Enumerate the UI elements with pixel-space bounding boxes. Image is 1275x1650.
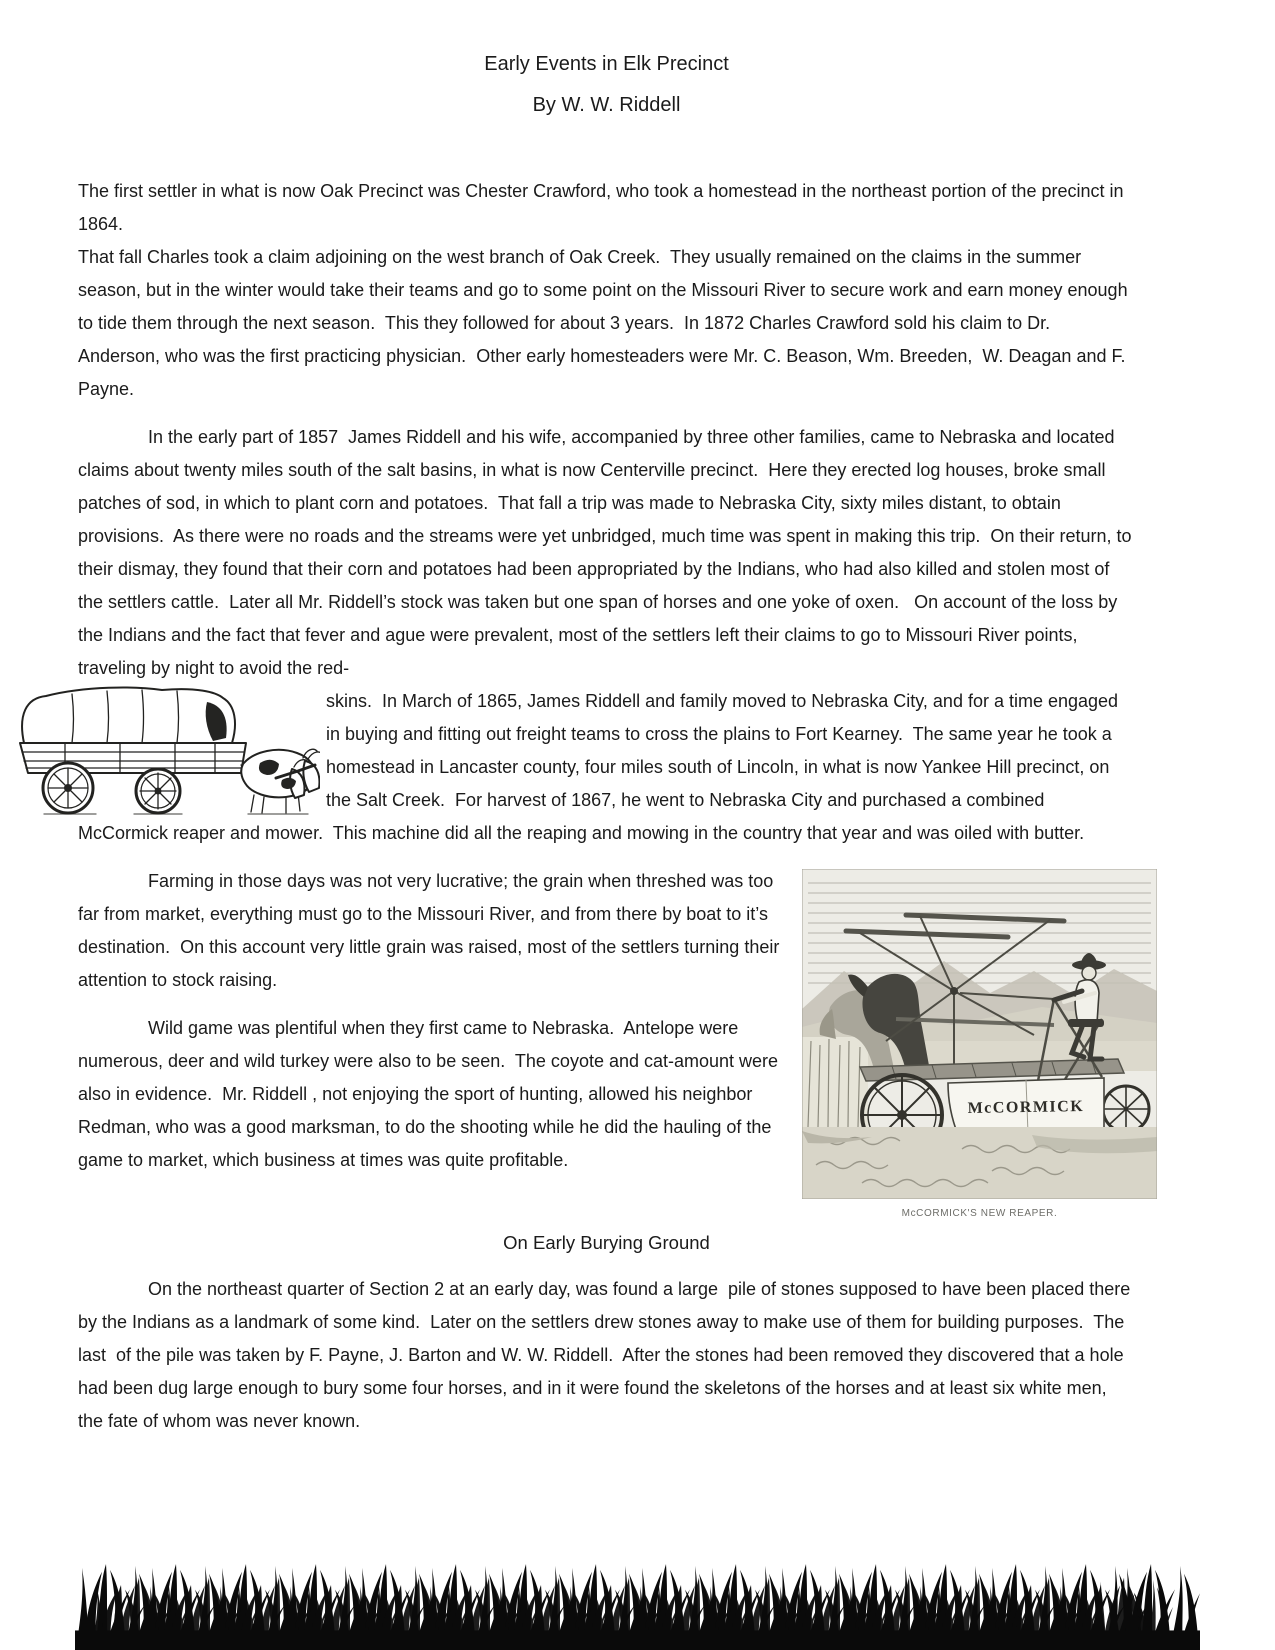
section-heading-burying-ground: On Early Burying Ground [503, 1232, 710, 1253]
page-title: Early Events in Elk Precinct [484, 53, 729, 75]
covered-wagon-icon [10, 685, 320, 815]
grass-border-decoration [75, 1562, 1200, 1650]
spacer [78, 850, 1135, 865]
paragraph-burying-ground: On the northeast quarter of Section 2 at an early day, was found a large pile of stones supposed to have been placed there by the Indians as a landmark of some kind. Later on the settlers drew stones away to make use of them for building purposes. The last of the pile was taken by F. Payne, J. Barton and W. W. Riddell. After the stones had been removed they discovered that a hole had been dug large enough to bury some four horses, and in it were found the skeletons of the horses and at least six white men, the fate of whom was never known. [78, 1279, 1136, 1431]
paragraph-wild-game: Wild game was plentiful when they first came to Nebraska. Antelope were numerous, deer and wild turkey were also to be seen. The coyote and cat-amount were also in evidence. Mr. Riddell , not enjoying the sport of hunting, allowed his neighbor Redman, who was a good marksman, to do the shooting while he did the hauling of the game to market, which business at times was quite profitable. [78, 1018, 784, 1170]
paragraph-riddell-1857: In the early part of 1857 James Riddell and his wife, accompanied by three other families, came to Nebraska and located claims about twenty miles south of the salt basins, in what is now Centerville precinct. Here they erected log houses, broke small patches of sod, in which to plant corn and potatoes. That fall a trip was made to Nebraska City, sixty miles distant, to obtain provisions. As there were no roads and the streams were yet unbridged, much time was spent in making this trip. On their return, to their dismay, they found that their corn and potatoes had been appropriated by the Indians, who had also killed and stolen most of the settlers cattle. Later all Mr. Riddell’s stock was taken but one span of horses and one yoke of oxen. On account of the loss by the Indians and the fact that fever and ague were prevalent, most of the settlers left their claims to go to Missouri River points, traveling by night to avoid the red- [78, 427, 1137, 678]
grass-icon [75, 1562, 1200, 1650]
paragraph-farming: Farming in those days was not very lucrative; the grain when threshed was too far from market, everything must go to the Missouri River, and from there by boat to it’s destination. On this account very little grain was raised, most of the settlers turning their attention to stock raising. [78, 871, 785, 990]
reaper-caption: McCORMICK'S NEW REAPER. [901, 1208, 1058, 1219]
covered-wagon-illustration [10, 685, 320, 815]
reaper-flow-block [78, 865, 1135, 1219]
reaper-panel-label: McCORMICK [967, 1097, 1085, 1118]
paragraph-first-settler: The first settler in what is now Oak Precinct was Chester Crawford, who took a homestead in the northeast portion of the precinct in 1864. [78, 181, 1129, 234]
document-content [78, 52, 1135, 1453]
body-text [78, 175, 1135, 1438]
byline: By W. W. Riddell [532, 94, 681, 116]
reaper-illustration-icon [802, 869, 1157, 1199]
paragraph-riddell-1865: skins. In March of 1865, James Riddell and family moved to Nebraska City, and for a time engaged in buying and fitting out freight teams to cross the plains to Fort Kearney. The same year he took a homestead in Lancaster county, four miles south of Lincoln, in what is now Yankee Hill precinct, on the Salt Creek. For harvest of 1867, he went to Nebraska City and purchased a combined McCormick reaper and mower. This machine did all the reaping and mowing in the country that year and was oiled with butter. [78, 691, 1124, 843]
paragraph-charles-claim: That fall Charles took a claim adjoining on the west branch of Oak Creek. They usually remained on the claims in the summer season, but in the winter would take their teams and go to some point on the Missouri River to secure work and earn money enough to tide them through the next season. This they followed for about 3 years. In 1872 Charles Crawford sold his claim to Dr. Anderson, who was the first practicing physician. Other early homesteaders were Mr. C. Beason, Wm. Breeden, W. Deagan and F. Payne. [78, 247, 1133, 399]
reaper-figure [802, 869, 1157, 1220]
wagon-flow-block [78, 685, 1135, 850]
